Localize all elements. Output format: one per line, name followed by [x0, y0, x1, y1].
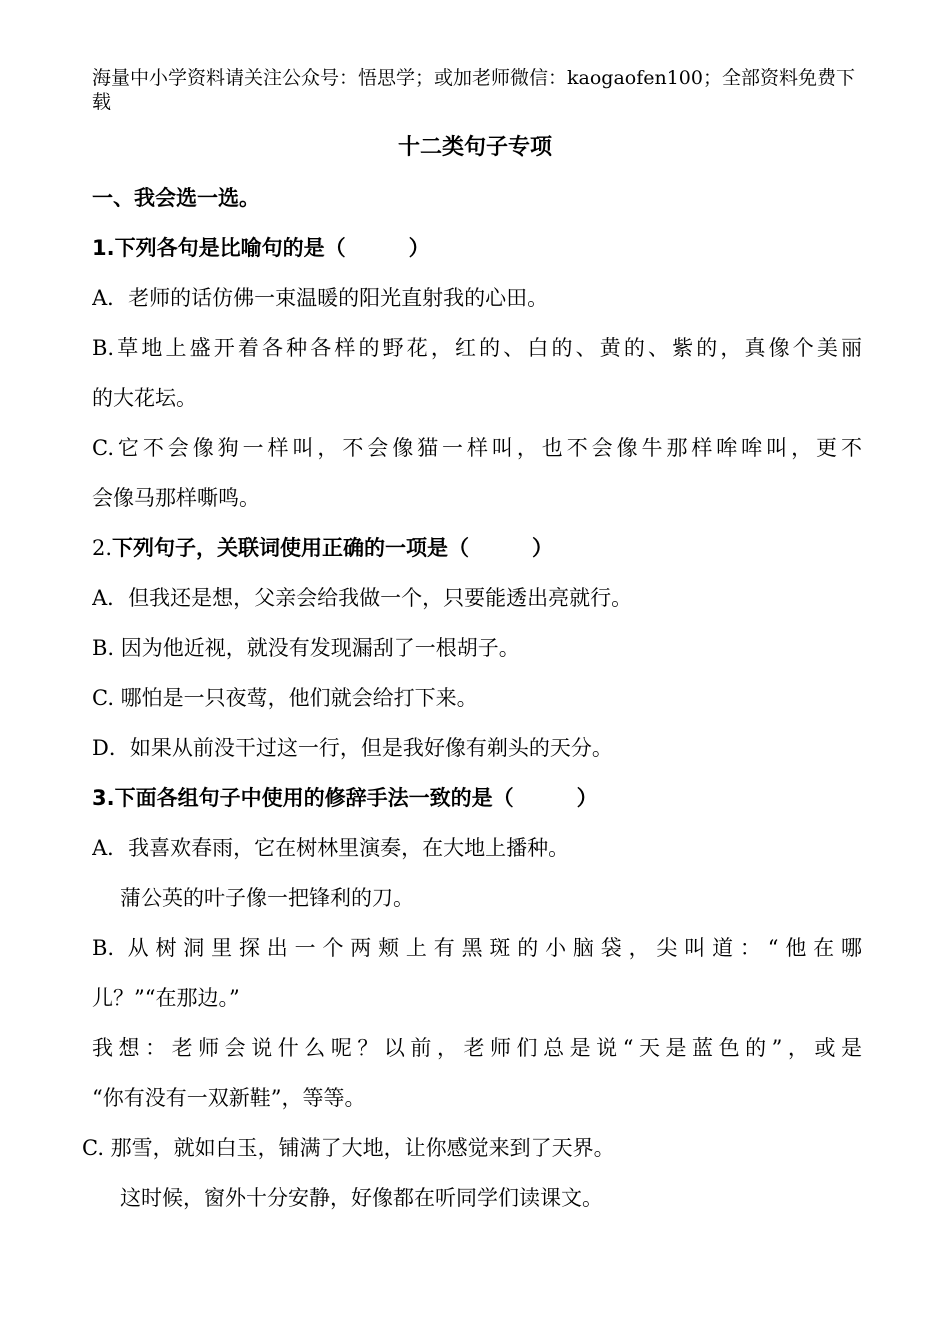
question-2-option-b: B. 因为他近视，就没有发现漏刮了一根胡子。 [92, 636, 520, 660]
question-1-option-a: A．老师的话仿佛一束温暖的阳光直射我的心田。 [92, 286, 549, 310]
section-heading: 一、我会选一选。 [92, 186, 260, 210]
question-2-option-c: C. 哪怕是一只夜莺，他们就会给打下来。 [92, 686, 478, 710]
question-2-number: 2. [92, 536, 113, 560]
question-3-option-c-line-1: C. 那雪，就如白玉，铺满了大地，让你感觉来到了天界。 [82, 1136, 615, 1160]
question-1-option-b-line-2: 的大花坛。 [92, 386, 197, 410]
header-note: 海量中小学资料请关注公众号：悟思学；或加老师微信：kaogaofen100；全部资料免费下载 [92, 67, 855, 113]
question-3-option-b-line-3: 我想：老师会说什么呢？以前，老师们总是说“天是蓝色的”，或是 [92, 1036, 862, 1060]
page-title: 十二类句子专项 [397, 135, 552, 160]
question-3-stem: 3.下面各组句子中使用的修辞手法一致的是（ ） [92, 786, 598, 810]
question-2-stem [92, 533, 862, 563]
question-1-option-b-line-1: B.草地上盛开着各种各样的野花，红的、白的、黄的、紫的，真像个美丽 [92, 336, 862, 360]
question-3-option-b-line-2: 儿？”“在那边。” [92, 986, 240, 1010]
question-1-stem: 1.下列各句是比喻句的是（ ） [92, 236, 430, 260]
question-1-option-c-line-2: 会像马那样嘶鸣。 [92, 486, 260, 510]
question-3-option-b-line-1: B. 从树洞里探出一个两颊上有黑斑的小脑袋，尖叫道：“他在哪 [92, 936, 862, 960]
question-2-text: 下列句子，关联词使用正确的一项是（ ） [112, 536, 554, 560]
question-2-option-a: A．但我还是想，父亲会给我做一个，只要能透出亮就行。 [92, 586, 633, 610]
question-3-option-a-line-2: 蒲公英的叶子像一把锋利的刀。 [120, 886, 414, 910]
question-3-option-a-line-1: A．我喜欢春雨，它在树林里演奏，在大地上播种。 [92, 836, 570, 860]
question-3-option-c-line-2: 这时候，窗外十分安静，好像都在听同学们读课文。 [120, 1186, 603, 1210]
question-2-option-d: D．如果从前没干过这一行，但是我好像有剃头的天分。 [92, 736, 613, 760]
question-3-option-b-line-4: “你有没有一双新鞋”，等等。 [92, 1086, 366, 1110]
question-1-option-c-line-1: C.它不会像狗一样叫，不会像猫一样叫，也不会像牛那样哞哞叫，更不 [92, 436, 862, 460]
